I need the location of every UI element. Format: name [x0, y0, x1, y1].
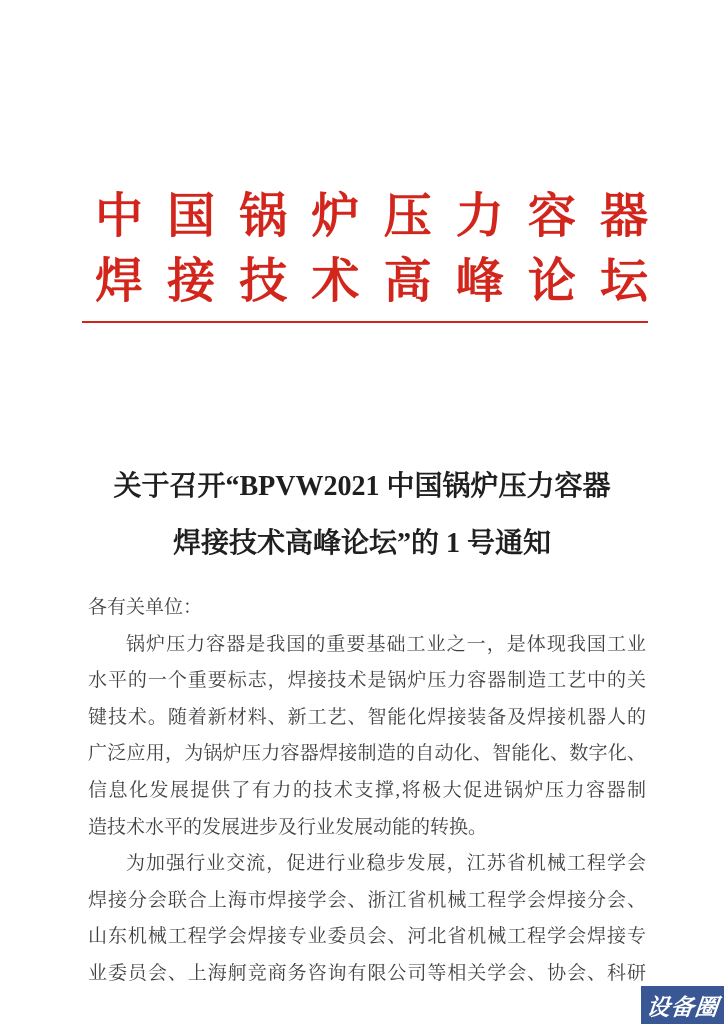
watermark-text: 设备圈 — [644, 993, 720, 1020]
body-line: 各有关单位： — [88, 597, 203, 618]
body-line: 造技术水平的发展进步及行业发展动能的转换。 — [88, 816, 488, 838]
body-line: 锅炉压力容器是我国的重要基础工业之一，是体现我国工业 — [126, 633, 646, 655]
notice-title — [62, 458, 662, 572]
letterhead-divider-rule — [82, 321, 648, 323]
watermark-badge — [641, 986, 724, 1024]
body-line: 业委员会、上海舸竞商务咨询有限公司等相关学会、协会、科研 — [88, 962, 646, 984]
body-line: 水平的一个重要标志，焊接技术是锅炉压力容器制造工艺中的关 — [88, 670, 646, 692]
body-line: 信息化发展提供了有力的技术支撑,将极大促进锅炉压力容器制 — [88, 779, 646, 801]
body-line: 广泛应用，为锅炉压力容器焊接制造的自动化、智能化、数字化、 — [88, 743, 646, 765]
body-line: 山东机械工程学会焊接专业委员会、河北省机械工程学会焊接专 — [88, 926, 646, 948]
letterhead-line-1: 中 国 锅 炉 压 力 容 器 — [95, 190, 648, 243]
body-line: 为加强行业交流，促进行业稳步发展，江苏省机械工程学会 — [126, 853, 646, 875]
notice-title-line-1: 关于召开“BPVW2021 中国锅炉压力容器 — [113, 471, 611, 502]
body-lines — [88, 590, 646, 993]
body-line: 键技术。随着新材料、新工艺、智能化焊接装备及焊接机器人的 — [88, 706, 646, 728]
notice-title-line-2: 焊接技术高峰论坛”的 1 号通知 — [172, 528, 551, 559]
letterhead — [95, 184, 648, 314]
letterhead-line-2: 焊 接 技 术 高 峰 论 坛 — [95, 255, 648, 308]
body-line: 焊接分会联合上海市焊接学会、浙江省机械工程学会焊接分会、 — [88, 889, 646, 911]
